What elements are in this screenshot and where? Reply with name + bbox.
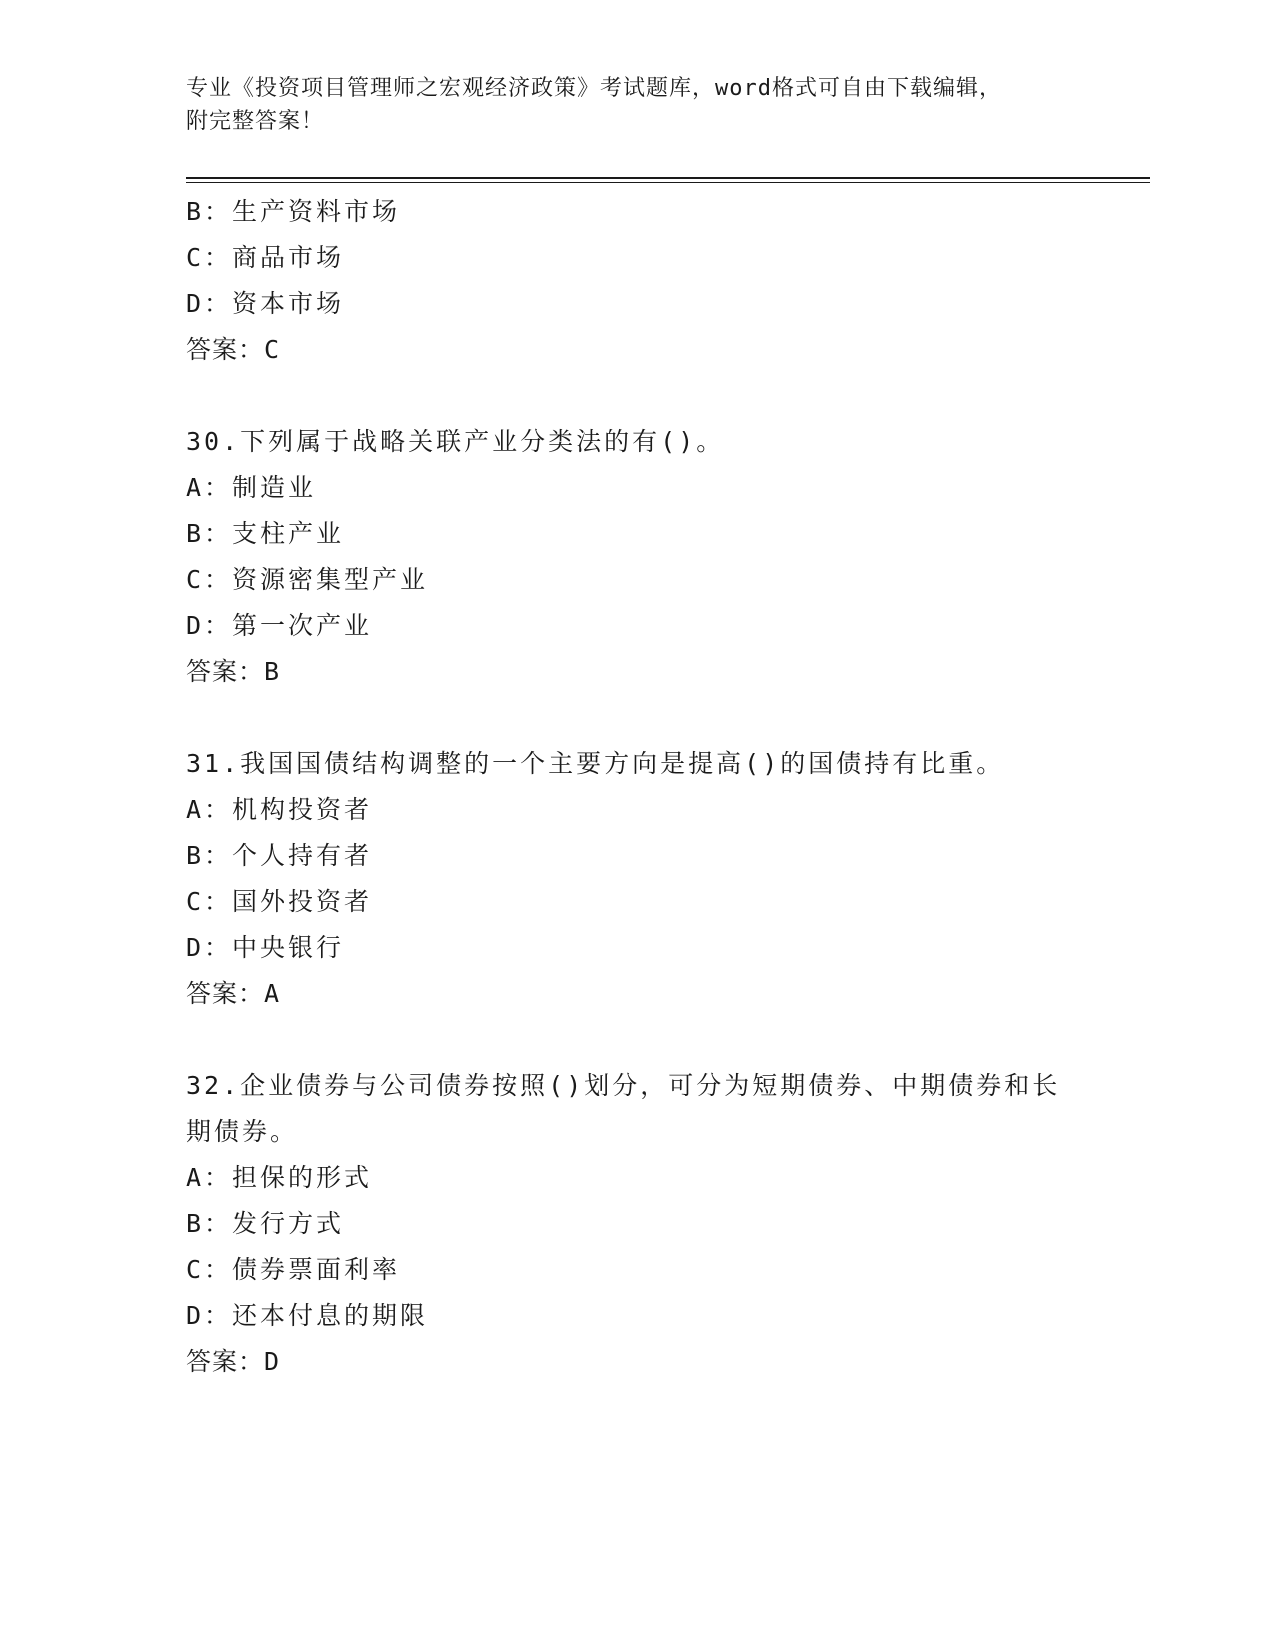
option-a: A：担保的形式	[186, 1163, 373, 1192]
spacer	[186, 695, 1086, 741]
option-c: C：资源密集型产业	[186, 565, 429, 594]
option-b: B：发行方式	[186, 1209, 345, 1238]
question-list	[186, 189, 1086, 1385]
option-d: D：中央银行	[186, 933, 345, 962]
answer-value: C	[264, 335, 281, 364]
question-30	[186, 419, 1086, 695]
option-d: D：还本付息的期限	[186, 1301, 429, 1330]
answer-line	[186, 971, 1086, 1017]
question-31	[186, 741, 1086, 1017]
answer-line	[186, 1339, 1086, 1385]
option-b: B：个人持有者	[186, 841, 373, 870]
option-b: B：生产资料市场	[186, 197, 401, 226]
option-c: C：债券票面利率	[186, 1255, 401, 1284]
option-c: C：国外投资者	[186, 887, 373, 916]
header-divider-thick	[186, 177, 1150, 179]
question-continued	[186, 189, 1086, 373]
answer-label: 答案：	[186, 1347, 265, 1376]
answer-label: 答案：	[186, 335, 265, 364]
question-32	[186, 1063, 1086, 1385]
answer-line	[186, 327, 1086, 373]
question-stem: 31.我国国债结构调整的一个主要方向是提高()的国债持有比重。	[186, 749, 1005, 778]
answer-label: 答案：	[186, 657, 265, 686]
spacer	[186, 373, 1086, 419]
spacer	[186, 1017, 1086, 1063]
answer-value: B	[264, 657, 281, 686]
option-d: D：第一次产业	[186, 611, 373, 640]
option-a: A：制造业	[186, 473, 317, 502]
document-header: 专业《投资项目管理师之宏观经济政策》考试题库，word格式可自由下载编辑， 附完整答案！	[186, 76, 1002, 134]
option-d: D：资本市场	[186, 289, 345, 318]
answer-value: D	[264, 1347, 281, 1376]
option-c: C：商品市场	[186, 243, 345, 272]
answer-label: 答案：	[186, 979, 265, 1008]
answer-value: A	[264, 979, 281, 1008]
question-stem: 30.下列属于战略关联产业分类法的有()。	[186, 427, 725, 456]
question-stem: 32.企业债券与公司债券按照()划分，可分为短期债券、中期债券和长期债券。	[186, 1071, 1061, 1146]
option-a: A：机构投资者	[186, 795, 373, 824]
answer-line	[186, 649, 1086, 695]
option-b: B：支柱产业	[186, 519, 345, 548]
header-divider-thin	[186, 182, 1150, 183]
